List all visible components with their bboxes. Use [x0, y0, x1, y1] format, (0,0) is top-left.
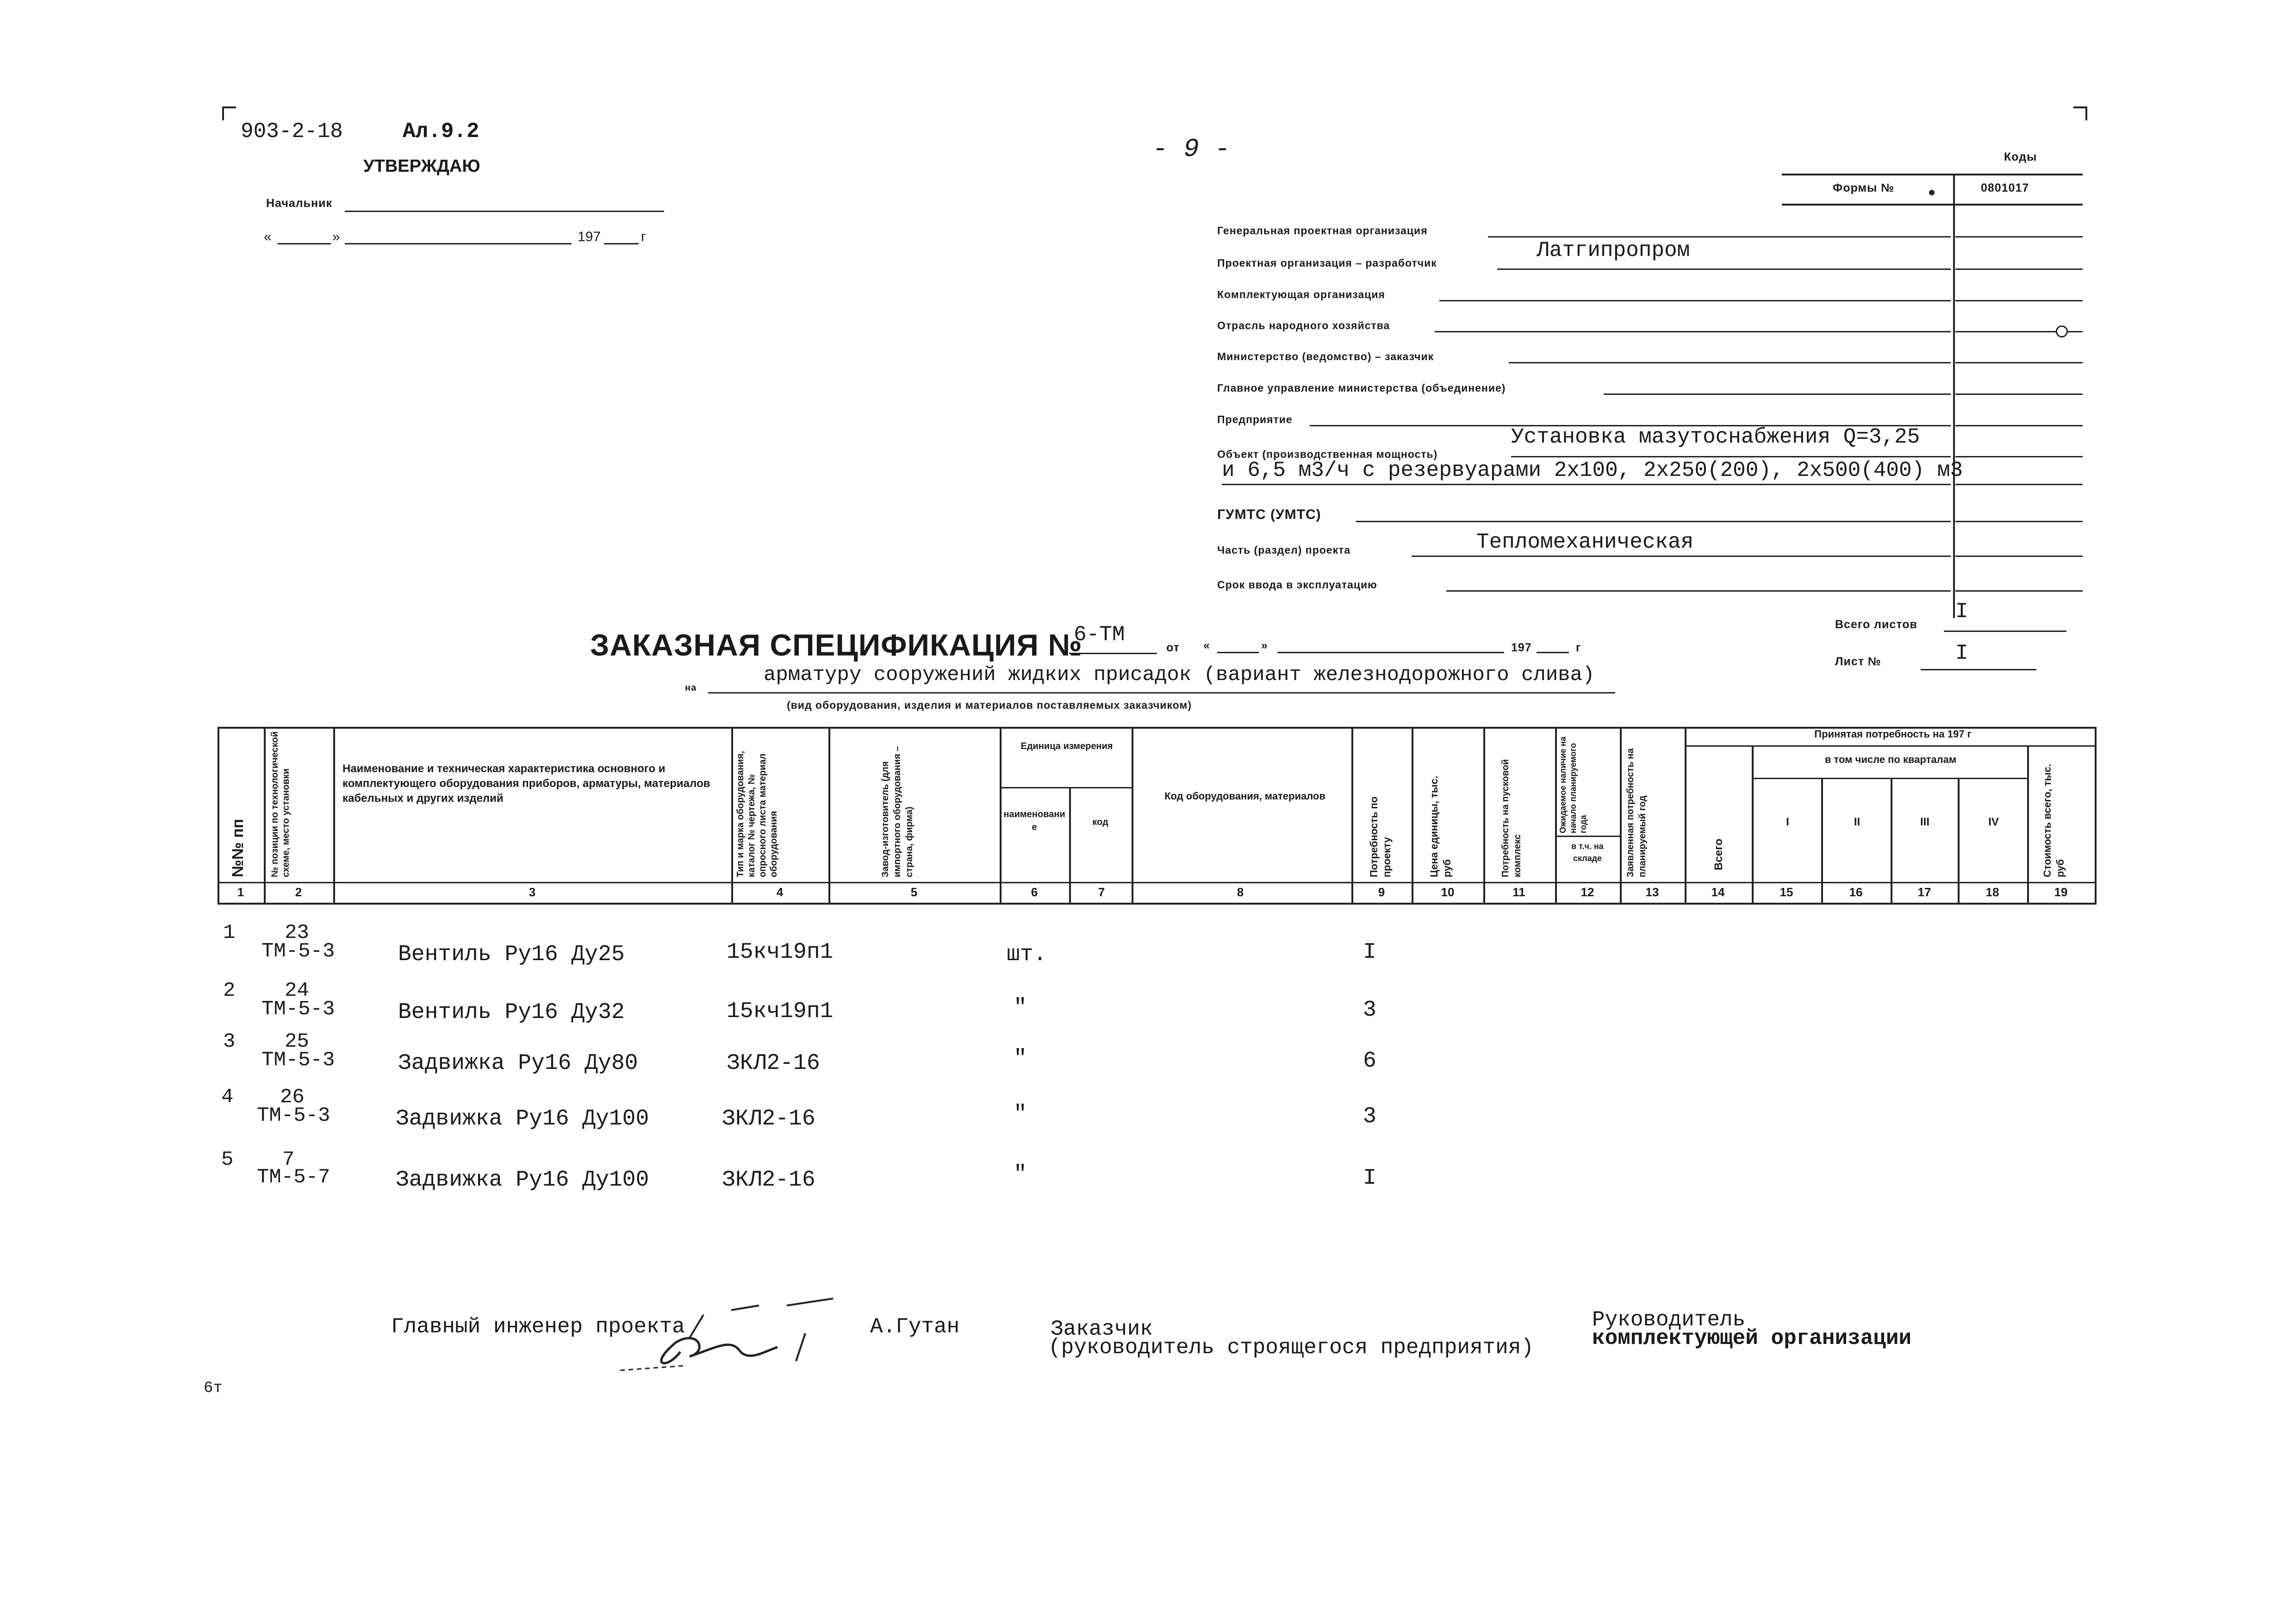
row-qty: I	[1363, 1166, 1376, 1191]
corner-note: 6т	[204, 1380, 223, 1397]
colnum-7: 7	[1098, 885, 1105, 899]
col5-header: Завод-изготовитель (для импортного оборудования – страна, фирма)	[880, 746, 915, 877]
spec-number: 6-ТМ	[1074, 623, 1125, 647]
engineer-name: А.Гутан	[870, 1315, 960, 1339]
chief-label: Начальник	[266, 197, 332, 210]
row-qty: 3	[1363, 998, 1376, 1023]
album-label: Ал.9.2	[403, 119, 479, 144]
org-code-line-branch-end	[2067, 331, 2083, 332]
col-line-10	[1483, 727, 1485, 903]
colnum-3: 3	[529, 885, 536, 899]
doc-code: 903-2-18	[241, 119, 343, 144]
row-name: Задвижка Ру16 Ду100	[396, 1106, 649, 1131]
org-label-ministry: Министерство (ведомство) – заказчик	[1217, 350, 1434, 362]
head-label: Руководитель	[1592, 1308, 1746, 1332]
row-number: 2	[223, 979, 236, 1002]
head-sub: комплектующей организации	[1592, 1326, 1912, 1350]
col4-header: Тип и марка оборудования, каталог № чертежа, № опросного листа материал оборудования	[735, 751, 779, 877]
spec-number-line	[1069, 653, 1157, 654]
col3-header: Наименование и техническая характеристика основного и комплектующего оборудования приборов, арматуры, материалов кабельных и других изделий	[342, 762, 710, 805]
row-unit: шт.	[1007, 942, 1047, 967]
corner-mark-tl	[222, 106, 236, 120]
col-line-9	[1412, 727, 1413, 903]
colnum-2: 2	[295, 885, 302, 899]
org-code-line-part	[1955, 556, 2083, 557]
sheet-line	[1921, 669, 2036, 670]
row-position: ТМ-5-3	[261, 998, 335, 1021]
org-line-main-directorate	[1604, 394, 1951, 395]
colnum-4: 4	[776, 885, 784, 899]
col-line-3	[731, 727, 733, 903]
col-line-16	[1891, 778, 1892, 903]
col6-header: наименование	[1003, 809, 1065, 832]
codes-title: Коды	[2004, 150, 2037, 163]
colnum-1: 1	[237, 885, 244, 899]
date-year-line	[604, 243, 639, 244]
spec-subject-line	[708, 692, 1615, 693]
engineer-label: Главный инженер проекта	[391, 1315, 685, 1339]
col67-header: Единица измерения	[1020, 741, 1113, 751]
org-label-main-directorate: Главное управление министерства (объединение)	[1217, 382, 1506, 394]
col-line-6	[1069, 787, 1071, 903]
org-value-developer: Латгипропром	[1537, 238, 1690, 262]
row-name: Задвижка Ру16 Ду100	[396, 1168, 649, 1193]
colnum-10: 10	[1441, 885, 1455, 899]
colnum-17: 17	[1917, 885, 1931, 899]
spec-quote-open: «	[1203, 639, 1210, 652]
col12b-header: в т.ч. на складе	[1571, 842, 1604, 863]
spec-subtitle: (вид оборудования, изделия и материалов поставляемых заказчиком)	[787, 699, 1192, 711]
colnum-12: 12	[1580, 885, 1594, 899]
col12-header: Ожидаемое наличие на начало планируемого года	[1558, 737, 1588, 833]
colnum-5: 5	[910, 885, 918, 899]
col14-header: Всего	[1712, 838, 1725, 870]
row-position-top: 7	[282, 1148, 295, 1171]
spec-title: ЗАКАЗНАЯ СПЕЦИФИКАЦИЯ №	[590, 628, 1083, 662]
org-line-object	[1511, 456, 1951, 457]
row-position-top: 24	[285, 979, 309, 1002]
col-line-7	[1132, 727, 1133, 903]
row-number: 5	[221, 1148, 234, 1171]
form-value: 0801017	[1981, 181, 2029, 194]
codes-form-line	[1782, 204, 2083, 206]
org-code-line-complect	[1955, 300, 2083, 301]
colnum-6: 6	[1031, 885, 1038, 899]
col8-header: Код оборудования, материалов	[1164, 790, 1325, 802]
row-qty: 6	[1363, 1049, 1376, 1074]
col2-header: № позиции по технологической схеме, место установки	[270, 731, 291, 877]
row-unit: "	[1014, 1046, 1027, 1071]
org-label-general: Генеральная проектная организация	[1217, 225, 1428, 237]
org-line-part	[1412, 556, 1951, 557]
org-line-complect	[1439, 300, 1951, 301]
col-line-4	[828, 727, 830, 903]
col-line-1	[264, 727, 266, 903]
form-dot	[1929, 190, 1935, 195]
row-type: ЗКЛ2-16	[727, 1051, 820, 1076]
page-number: - 9 -	[1152, 134, 1231, 164]
org-code-line-object	[1955, 456, 2083, 457]
col-line-11	[1555, 727, 1557, 903]
row-type: 15кч19п1	[727, 940, 834, 965]
row-position: ТМ-5-3	[257, 1104, 330, 1127]
org-code-line-deadline	[1955, 590, 2083, 592]
q2-header: II	[1854, 816, 1860, 828]
colnum-18: 18	[1985, 885, 1999, 899]
org-label-object: Объект (производственная мощность)	[1217, 448, 1438, 460]
col-line-17	[1958, 778, 1960, 903]
org-label-branch: Отрасль народного хозяйства	[1217, 319, 1390, 331]
row-qty: 3	[1363, 1104, 1376, 1129]
customer-sub: (руководитель строящегося предприятия)	[1048, 1336, 1534, 1360]
row-unit: "	[1014, 995, 1027, 1020]
org-label-deadline: Срок ввода в эксплуатацию	[1217, 579, 1377, 591]
row-number: 3	[223, 1030, 236, 1053]
spec-year-line	[1537, 652, 1569, 653]
approve-label: УТВЕРЖДАЮ	[363, 156, 480, 176]
codes-divider	[1953, 174, 1955, 618]
sheets-total-value: I	[1955, 600, 1968, 624]
spec-year-g: г	[1576, 641, 1581, 654]
org-line-object-cont	[1222, 484, 1951, 485]
org-line-branch	[1435, 331, 1951, 332]
org-line-deadline	[1446, 590, 1951, 592]
org-code-line-general	[1955, 236, 2083, 237]
col11-header: Потребность на пусковой комплекс	[1500, 759, 1523, 877]
org-label-part: Часть (раздел) проекта	[1217, 544, 1351, 556]
sheets-total-line	[1944, 631, 2066, 632]
colnum-13: 13	[1645, 885, 1659, 899]
colnum-16: 16	[1849, 885, 1863, 899]
engineer-signature	[611, 1296, 852, 1380]
col-line-12	[1620, 727, 1622, 903]
col10-header: Цена единицы, тыс. руб	[1428, 775, 1453, 877]
org-value-object-cont: и 6,5 м3/ч с резервуарами 2х100, 2х250(200), 2х500(400) м3	[1222, 458, 1963, 482]
colnum-11: 11	[1512, 885, 1525, 899]
row-unit: "	[1014, 1162, 1027, 1187]
row-position-top: 25	[285, 1030, 309, 1053]
spec-quote-close: »	[1261, 639, 1268, 652]
q4-header: IV	[1988, 816, 1999, 828]
org-label-developer: Проектная организация – разработчик	[1217, 257, 1437, 269]
col19-header: Стоимость всего, тыс. руб	[2041, 763, 2066, 877]
col-line-18	[2027, 745, 2029, 903]
spec-year: 197	[1511, 641, 1532, 654]
row-type: ЗКЛ2-16	[722, 1168, 815, 1193]
q1-header: I	[1786, 816, 1789, 828]
date-year-g: г	[641, 229, 646, 244]
org-code-line-developer	[1955, 269, 2083, 270]
row-position-top: 23	[285, 921, 309, 944]
colnum-15: 15	[1780, 885, 1793, 899]
spec-from: от	[1166, 641, 1180, 654]
quarters-subheader-line	[1752, 778, 2027, 779]
spec-day-line	[1217, 652, 1259, 653]
date-month-line	[345, 243, 572, 244]
col-line-2	[333, 727, 335, 903]
org-value-object: Установка мазутоснабжения Q=3,25	[1511, 425, 1920, 449]
col-line-0	[218, 727, 219, 903]
row-position: ТМ-5-7	[257, 1166, 330, 1189]
spec-on: на	[685, 683, 697, 693]
org-line-developer	[1497, 269, 1951, 270]
table-num-top	[218, 882, 2097, 883]
org-label-gumts: ГУМТС (УМТС)	[1217, 507, 1321, 522]
org-label-complect: Комплектующая организация	[1217, 288, 1385, 300]
row-number: 1	[223, 921, 236, 944]
col9-header: Потребность по проекту	[1368, 796, 1393, 877]
org-label-enterprise: Предприятие	[1217, 413, 1293, 425]
colnum-14: 14	[1711, 885, 1725, 899]
org-code-line-ministry	[1955, 362, 2083, 363]
col7-header: код	[1092, 817, 1108, 827]
sheets-total-label: Всего листов	[1835, 618, 1917, 631]
col1-header: №№ пп	[229, 818, 247, 877]
branch-circle-icon	[2056, 325, 2068, 337]
spec-month-line	[1277, 652, 1504, 653]
sheet-label: Лист №	[1835, 655, 1881, 668]
col-line-13	[1685, 727, 1686, 903]
col-line-15	[1821, 778, 1823, 903]
col-line-8	[1351, 727, 1353, 903]
accepted-subheader-line	[1685, 745, 2097, 747]
col13-header: Заявленная потребность на планируемый год	[1625, 748, 1648, 877]
row-name: Вентиль Ру16 Ду32	[398, 1000, 625, 1025]
customer-label: Заказчик	[1051, 1317, 1153, 1341]
org-code-line-main-directorate	[1955, 394, 2083, 395]
row-qty: I	[1363, 940, 1376, 965]
form-label: Формы №	[1833, 181, 1895, 194]
corner-mark-tr	[2073, 106, 2087, 120]
col-line-19	[2095, 727, 2097, 903]
row-type: ЗКЛ2-16	[722, 1106, 815, 1131]
colnum-9: 9	[1378, 885, 1385, 899]
row-unit: "	[1014, 1102, 1027, 1127]
date-year-prefix: 197	[578, 229, 601, 244]
org-value-part: Тепломеханическая	[1476, 530, 1694, 554]
unit-subheader-line	[1000, 787, 1132, 788]
date-day-line	[278, 243, 331, 244]
colnum-8: 8	[1237, 885, 1244, 899]
stock-subheader-line	[1555, 836, 1620, 837]
table-num-bottom	[218, 903, 2097, 905]
accepted-header: Принятая потребность на 197 г	[1814, 728, 1972, 740]
org-code-line-object-cont	[1955, 484, 2083, 485]
spec-subject: арматуру сооружений жидких присадок (вариант железнодорожного слива)	[764, 663, 1595, 687]
row-name: Задвижка Ру16 Ду80	[398, 1051, 638, 1076]
col-line-14	[1752, 745, 1754, 903]
sheet-value: I	[1955, 641, 1968, 665]
org-line-general	[1488, 236, 1951, 237]
org-code-line-gumts	[1955, 521, 2083, 522]
date-quote-close: »	[332, 229, 340, 244]
colnum-19: 19	[2054, 885, 2068, 899]
chief-line	[345, 211, 664, 212]
row-position: ТМ-5-3	[261, 940, 335, 963]
org-line-ministry	[1509, 362, 1951, 363]
row-position-top: 26	[280, 1086, 305, 1109]
row-type: 15кч19п1	[727, 999, 834, 1024]
codes-top-line	[1782, 174, 2083, 175]
date-quote-open: «	[264, 229, 272, 244]
col-line-5	[1000, 727, 1002, 903]
row-number: 4	[221, 1086, 234, 1109]
org-code-line-enterprise	[1955, 425, 2083, 426]
row-name: Вентиль Ру16 Ду25	[398, 942, 625, 967]
org-line-gumts	[1356, 521, 1951, 522]
q3-header: III	[1920, 816, 1929, 828]
row-position: ТМ-5-3	[261, 1049, 335, 1072]
quarters-header: в том числе по кварталам	[1824, 754, 1957, 765]
org-code-line-branch	[1955, 331, 2057, 332]
